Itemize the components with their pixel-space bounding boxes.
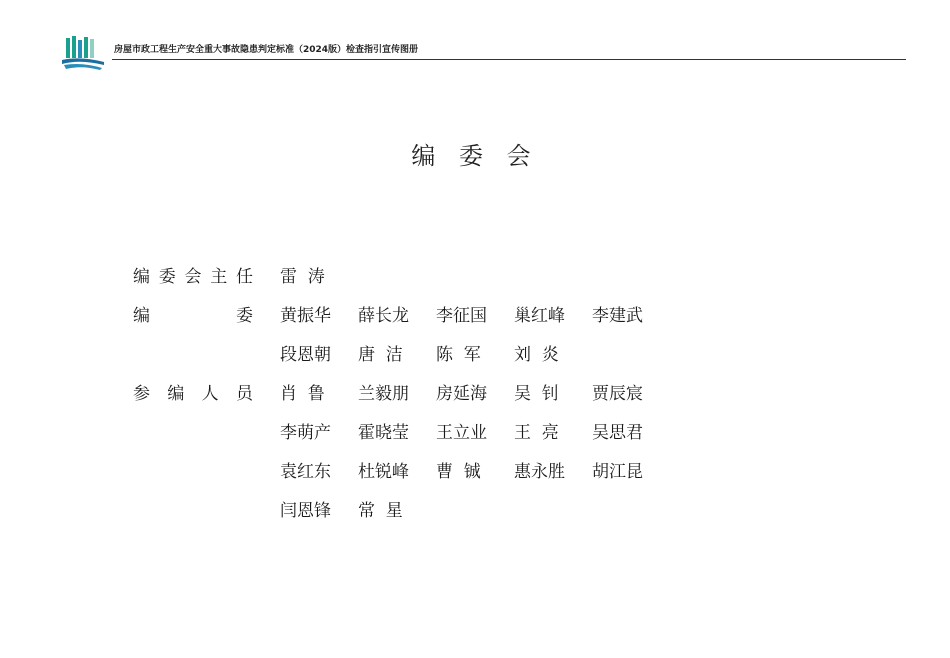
role-label-char: 委 — [236, 306, 253, 326]
role-label-char: 会 — [184, 267, 202, 287]
roster-role-label — [133, 379, 280, 404]
member-names — [280, 340, 592, 365]
role-label-char: 员 — [235, 384, 253, 404]
member-name: 李征国 — [436, 306, 487, 326]
member-name: 袁红东 — [280, 462, 331, 482]
member-name: 陈 军 — [436, 345, 481, 365]
role-label-char: 参 — [133, 384, 150, 404]
roster-section — [133, 262, 670, 301]
header-title: 房屋市政工程生产安全重大事故隐患判定标准（2024版）检查指引宣传图册 — [114, 45, 419, 55]
member-names — [280, 301, 670, 326]
member-name: 吴 钊 — [514, 384, 559, 404]
role-label-char: 委 — [158, 267, 176, 287]
member-name: 李萌产 — [280, 423, 331, 443]
member-name: 胡江昆 — [592, 462, 643, 482]
role-label-char: 人 — [201, 384, 219, 404]
roster-section — [133, 301, 670, 379]
role-label-char: 编 — [133, 306, 150, 326]
role-label-char: 主 — [210, 267, 228, 287]
member-name: 惠永胜 — [514, 462, 565, 482]
member-name: 闫恩锋 — [280, 501, 331, 521]
member-name: 兰毅朋 — [358, 384, 409, 404]
roster-row — [133, 340, 670, 379]
roster-row — [133, 262, 670, 301]
member-names — [280, 496, 436, 521]
member-name: 段恩朝 — [280, 345, 331, 365]
member-name: 雷 涛 — [280, 267, 325, 287]
member-name: 杜锐峰 — [358, 462, 409, 482]
building-logo-icon — [60, 34, 106, 74]
member-name: 薛长龙 — [358, 306, 409, 326]
member-name: 曹 铖 — [436, 462, 481, 482]
member-name: 黄振华 — [280, 306, 331, 326]
member-name: 王立业 — [436, 423, 487, 443]
role-label-char: 任 — [236, 267, 253, 287]
roster-row — [133, 379, 670, 418]
editorial-board-roster — [133, 262, 670, 535]
roster-role-label — [133, 301, 280, 326]
roster-row — [133, 301, 670, 340]
roster-row — [133, 496, 670, 535]
member-name: 巢红峰 — [514, 306, 565, 326]
member-name: 贾辰宸 — [592, 384, 643, 404]
member-name: 唐 洁 — [358, 345, 403, 365]
member-name: 常 星 — [358, 501, 403, 521]
member-name: 王 亮 — [514, 423, 559, 443]
role-label-char: 编 — [133, 267, 150, 287]
member-name: 肖 鲁 — [280, 384, 325, 404]
role-label-char: 编 — [167, 384, 185, 404]
header-divider — [112, 59, 906, 60]
member-name: 李建武 — [592, 306, 643, 326]
logo — [60, 34, 106, 74]
member-names — [280, 418, 670, 443]
page-title: 编 委 会 — [411, 142, 539, 170]
member-names — [280, 379, 670, 404]
member-name: 刘 炎 — [514, 345, 559, 365]
member-name: 吴思君 — [592, 423, 643, 443]
member-name: 房延海 — [436, 384, 487, 404]
roster-role-label — [133, 262, 280, 287]
roster-section — [133, 379, 670, 535]
member-names — [280, 457, 670, 482]
roster-row — [133, 457, 670, 496]
roster-row — [133, 418, 670, 457]
member-name: 霍晓莹 — [358, 423, 409, 443]
member-names — [280, 262, 358, 287]
